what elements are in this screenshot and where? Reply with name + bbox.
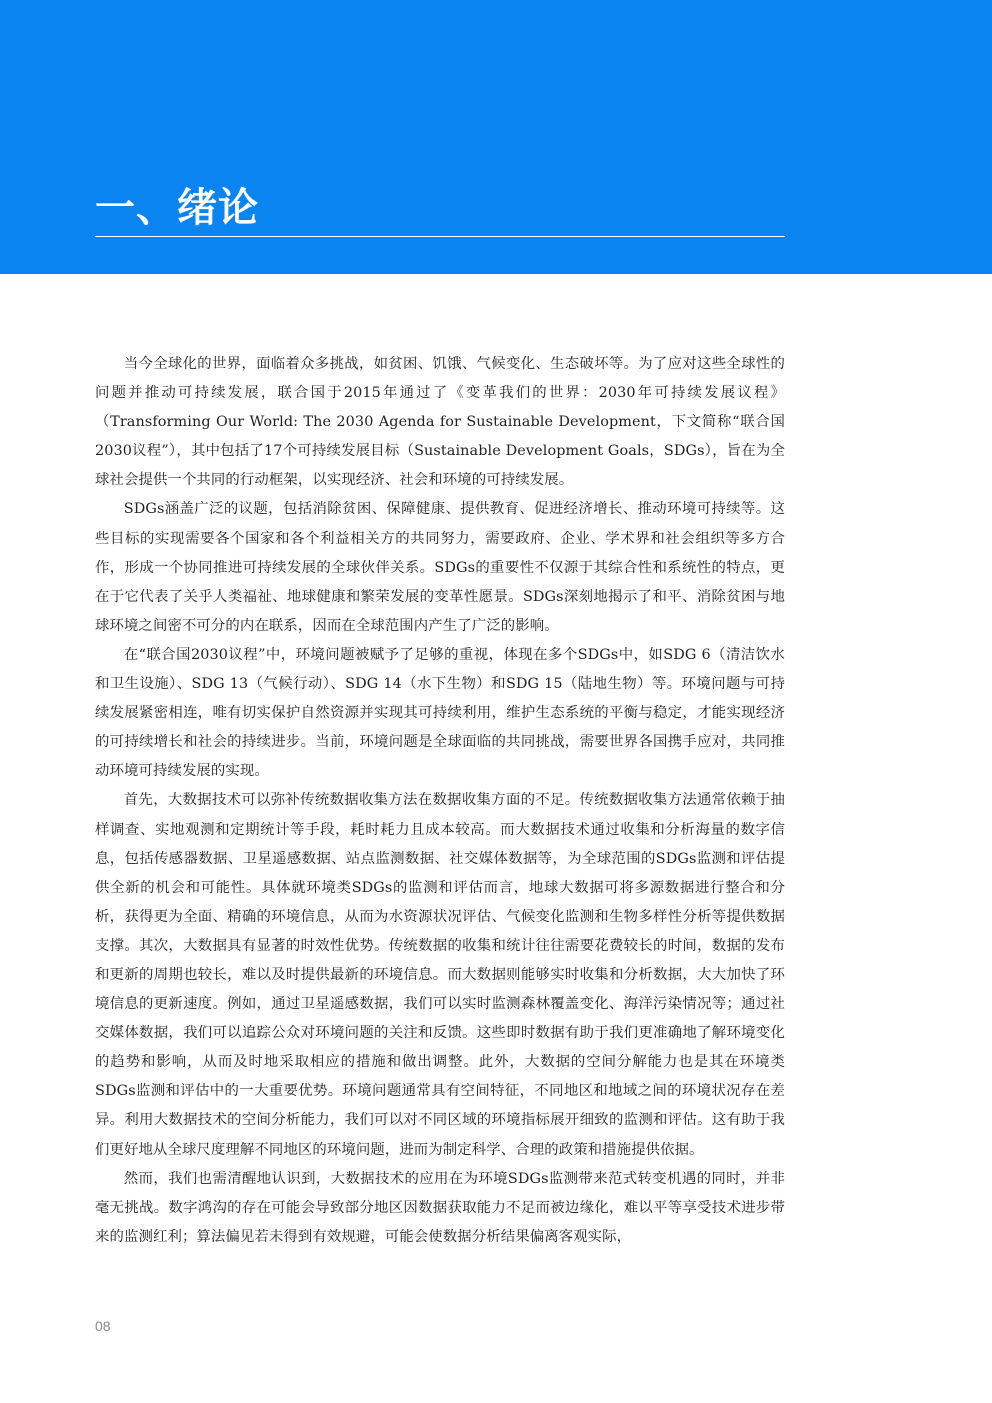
paragraph-2: SDGs涵盖广泛的议题，包括消除贫困、保障健康、提供教育、促进经济增长、推动环境可持续等。这些目标的实现需要各个国家和各个利益相关方的共同努力，需要政府、企业、学术界和社会组织等多方合作，形成一个协同推进可持续发展的全球伙伴关系。SDGs的重要性不仅源于其综合性和系统性的特点，更在于它代表了关乎人类福祉、地球健康和繁荣发展的变革性愿景。SDGs深刻地揭示了和平、消除贫困与地球环境之间密不可分的内在联系，因而在全球范围内产生了广泛的影响。 xyxy=(95,501,785,634)
paragraph-5: 然而，我们也需清醒地认识到，大数据技术的应用在为环境SDGs监测带来范式转变机遇的同时，并非毫无挑战。数字鸿沟的存在可能会导致部分地区因数据获取能力不足而被边缘化，难以平等享受技术进步带来的监测红利；算法偏见若未得到有效规避，可能会使数据分析结果偏离客观实际， xyxy=(95,1170,785,1245)
paragraph-1: 当今全球化的世界，面临着众多挑战，如贫困、饥饿、气候变化、生态破坏等。为了应对这些全球性的问题并推动可持续发展，联合国于2015年通过了《变革我们的世界：2030年可持续发展议程》（Transforming Our World: The 2030 Agenda for Sustainable Development，下文简称“联合国2030议程”），其中包括了17个可持续发展目标（Sustainable Development Goals，SDGs），旨在为全球社会提供一个共同的行动框架，以实现经济、社会和环境的可持续发展。 xyxy=(95,356,785,489)
chapter-banner xyxy=(0,0,992,274)
paragraph-4: 首先，大数据技术可以弥补传统数据收集方法在数据收集方面的不足。传统数据收集方法通常依赖于抽样调查、实地观测和定期统计等手段，耗时耗力且成本较高。而大数据技术通过收集和分析海量的数字信息，包括传感器数据、卫星遥感数据、站点监测数据、社交媒体数据等，为全球范围的SDGs监测和评估提供全新的机会和可能性。具体就环境类SDGs的监测和评估而言，地球大数据可将多源数据进行整合和分析，获得更为全面、精确的环境信息，从而为水资源状况评估、气候变化监测和生物多样性分析等提供数据支撑。其次，大数据具有显著的时效性优势。传统数据的收集和统计往往需要花费较长的时间，数据的发布和更新的周期也较长，难以及时提供最新的环境信息。而大数据则能够实时收集和分析数据，大大加快了环境信息的更新速度。例如，通过卫星遥感数据，我们可以实时监测森林覆盖变化、海洋污染情况等；通过社交媒体数据，我们可以追踪公众对环境问题的关注和反馈。这些即时数据有助于我们更准确地了解环境变化的趋势和影响，从而及时地采取相应的措施和做出调整。此外，大数据的空间分解能力也是其在环境类SDGs监测和评估中的一大重要优势。环境问题通常具有空间特征，不同地区和地域之间的环境状况存在差异。利用大数据技术的空间分析能力，我们可以对不同区域的环境指标展开细致的监测和评估。这有助于我们更好地从全球尺度理解不同地区的环境问题，进而为制定科学、合理的政策和措施提供依据。 xyxy=(95,792,785,1158)
paragraph-3: 在“联合国2030议程”中，环境问题被赋予了足够的重视，体现在多个SDGs中，如SDG 6（清洁饮水和卫生设施）、SDG 13（气候行动）、SDG 14（水下生物）和SDG 15（陆地生物）等。环境问题与可持续发展紧密相连，唯有切实保护自然资源并实现其可持续利用，维护生态系统的平衡与稳定，才能实现经济的可持续增长和社会的持续进步。当前，环境问题是全球面临的共同挑战，需要世界各国携手应对，共同推动环境可持续发展的实现。 xyxy=(95,646,785,780)
chapter-title: 一、绪论 xyxy=(95,185,259,231)
body-text xyxy=(95,350,785,1252)
page-number: 08 xyxy=(95,1318,111,1334)
title-underline xyxy=(95,236,785,237)
